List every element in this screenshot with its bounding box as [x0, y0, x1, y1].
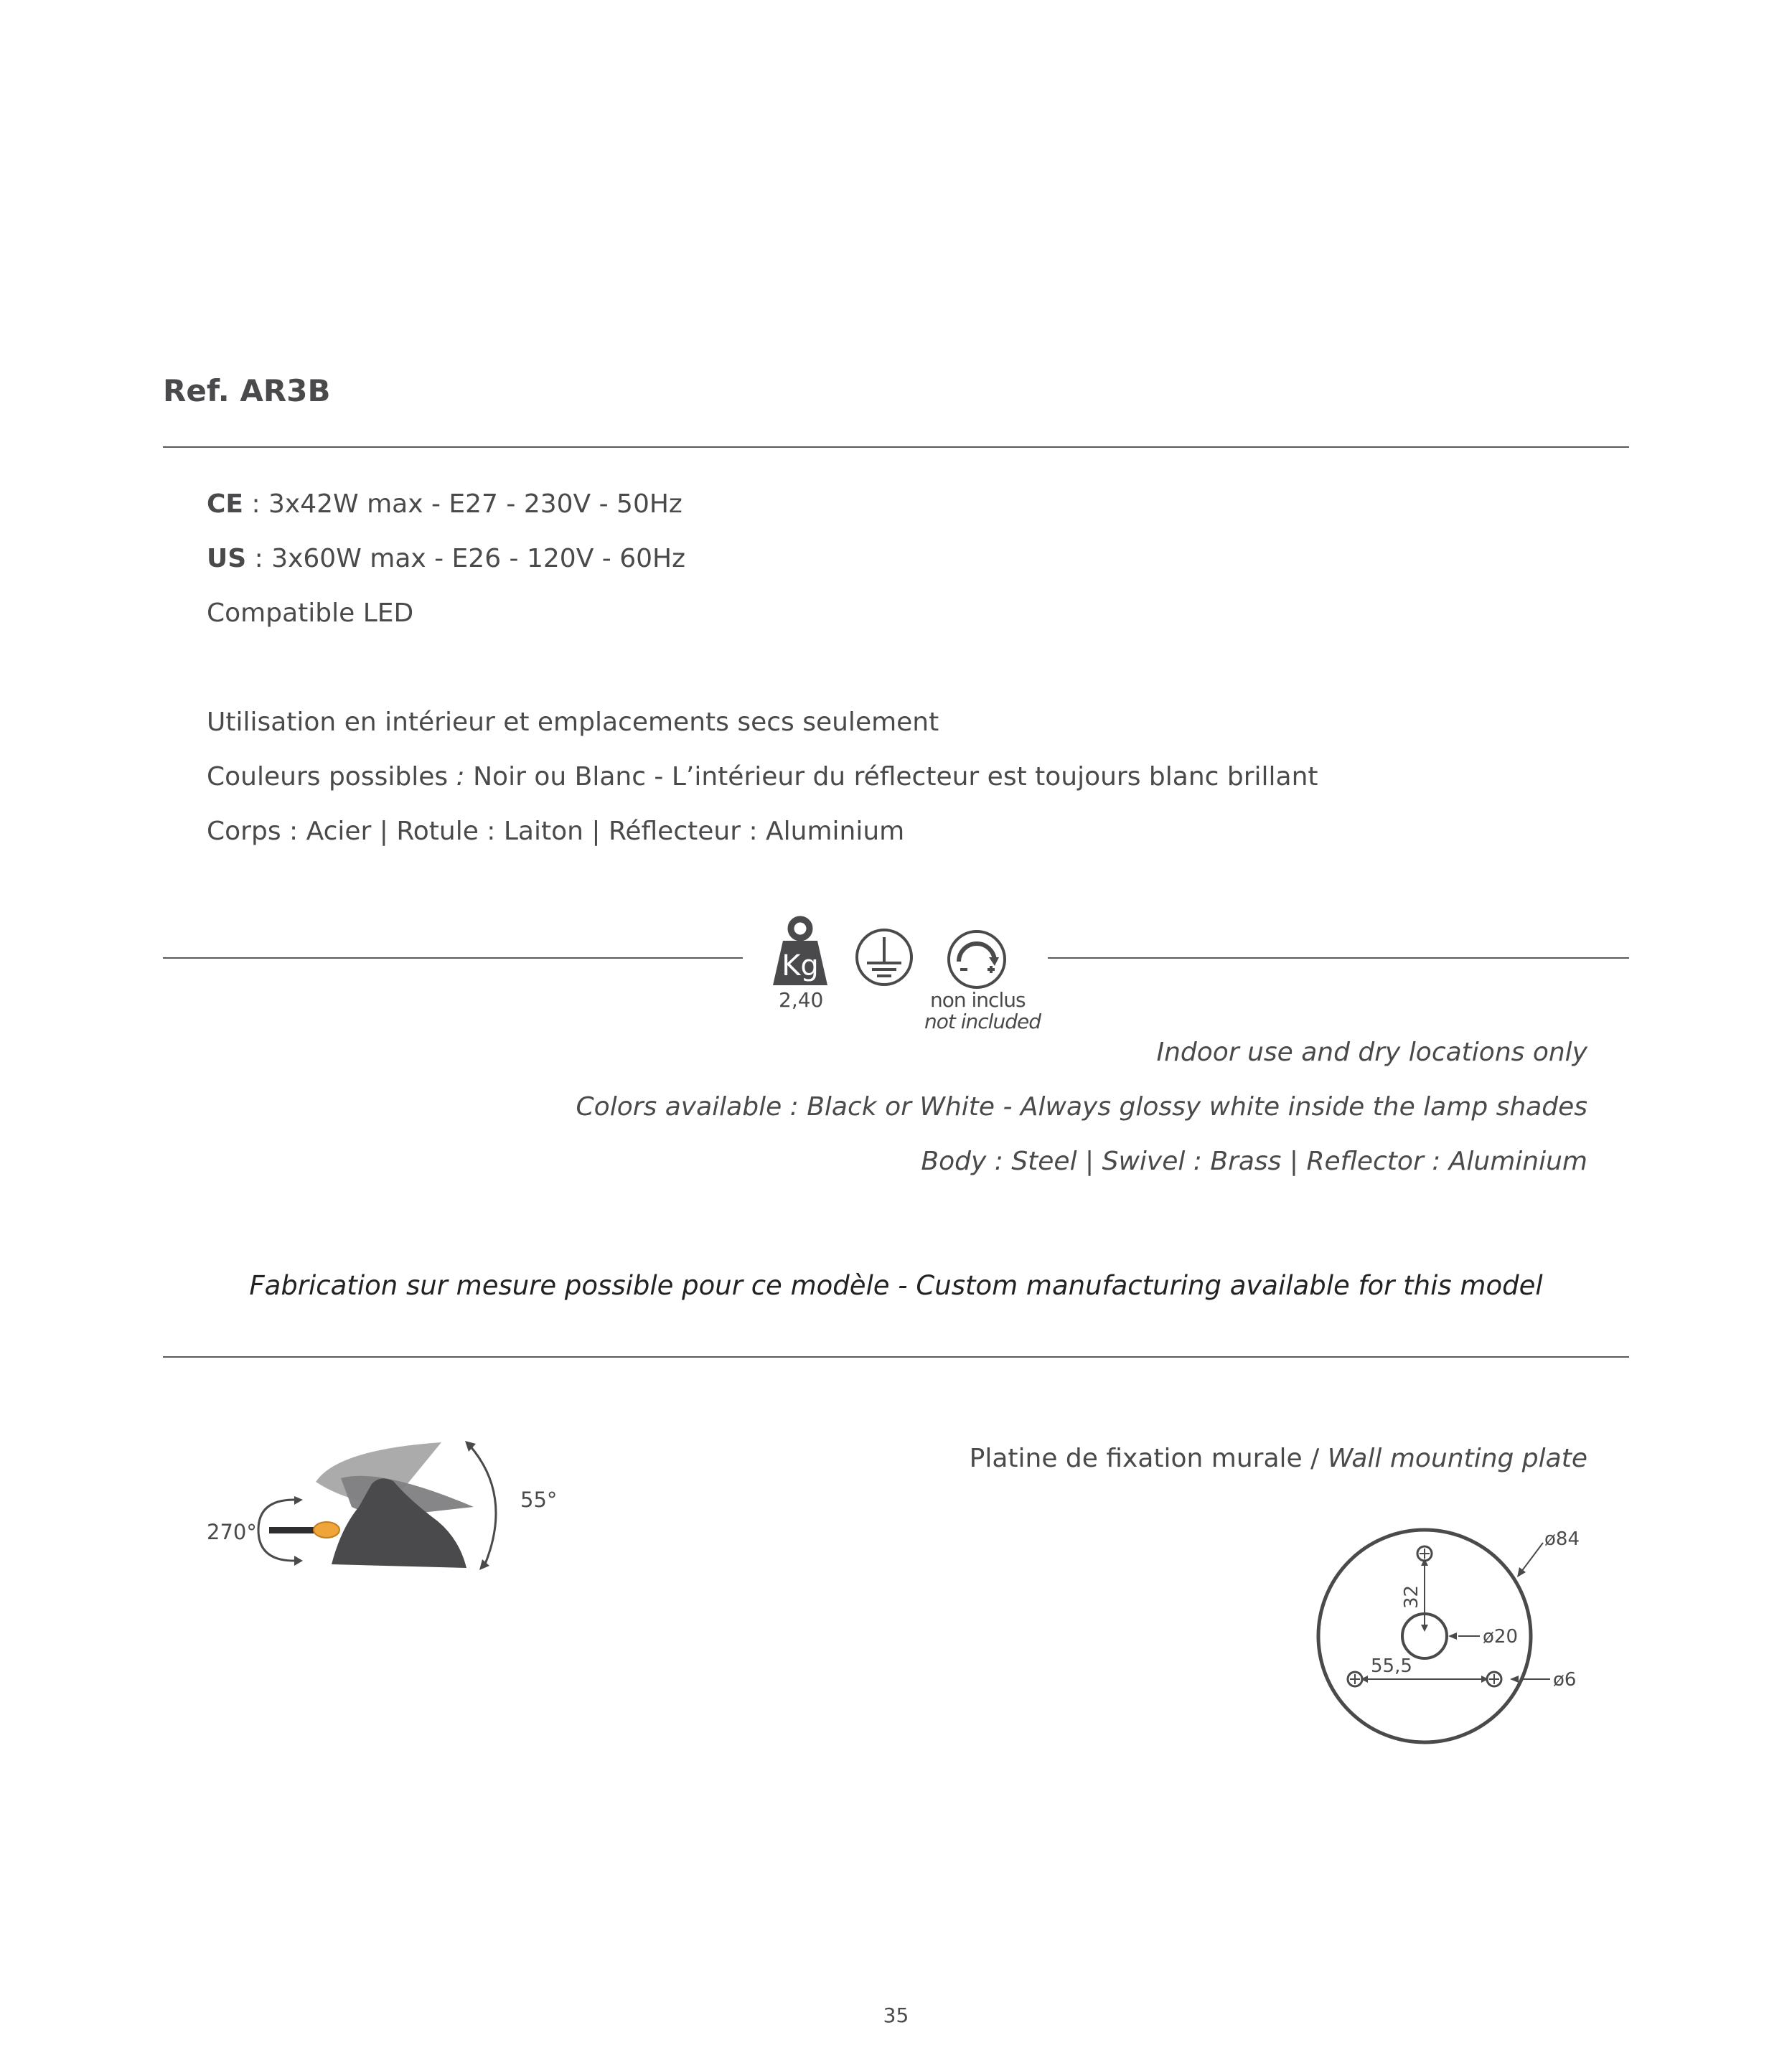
spec-colors-fr-b: :: [456, 762, 465, 791]
divider-icons-left: [163, 957, 743, 959]
spec-led: Compatible LED: [207, 598, 414, 628]
lamp-rotation-diagram: [194, 1428, 567, 1593]
spec-us-value: : 3x60W max - E26 - 120V - 60Hz: [246, 544, 685, 573]
rotation-vertical-label: 55°: [520, 1488, 558, 1512]
divider-bottom: [163, 1356, 1629, 1358]
spec-usage-en: Indoor use and dry locations only: [1156, 1038, 1587, 1067]
mounting-plate-diagram: [1306, 1507, 1622, 1765]
product-ref-title: Ref. AR3B: [163, 373, 331, 408]
custom-manufacturing-note: Fabrication sur mesure possible pour ce modèle - Custom manufacturing available for this model: [249, 1270, 1543, 1301]
spec-colors-fr-c: Noir ou Blanc - L’intérieur du réflecteur est toujours blanc brillant: [464, 762, 1318, 791]
dim-horizontal-label: 55,5: [1371, 1655, 1412, 1677]
weight-unit: Kg: [782, 949, 819, 982]
spec-colors-fr: [207, 762, 1318, 791]
dim-outer-label: ø84: [1544, 1528, 1580, 1550]
plate-title: [970, 1444, 1587, 1473]
spec-ce-label: CE: [207, 489, 244, 519]
earth-ground-icon: [854, 927, 914, 987]
plate-title-fr: Platine de fixation murale /: [969, 1444, 1328, 1473]
spec-colors-en: Colors available : Black or White - Always glossy white inside the lamp shades: [576, 1092, 1587, 1122]
spec-ce: [207, 489, 682, 519]
dim-holes-label: ø6: [1553, 1669, 1577, 1691]
spec-us-label: US: [207, 544, 247, 573]
spec-materials-en: Body : Steel | Swivel : Brass | Reflector : Aluminium: [921, 1147, 1587, 1176]
spec-ce-value: : 3x42W max - E27 - 230V - 50Hz: [243, 489, 682, 519]
brass-swivel: [314, 1522, 339, 1538]
dimmer-note-en: not included: [924, 1010, 1041, 1033]
divider-icons-right: [1048, 957, 1629, 959]
dimmer-icon: [946, 929, 1008, 990]
dim-vertical-label: 32: [1401, 1584, 1422, 1609]
spec-materials-fr: Corps : Acier | Rotule : Laiton | Réflecteur : Aluminium: [207, 817, 905, 846]
spec-us: [207, 544, 685, 573]
dim-center-label: ø20: [1483, 1626, 1518, 1648]
spec-usage-fr: Utilisation en intérieur et emplacements secs seulement: [207, 708, 939, 737]
plate-title-en: Wall mounting plate: [1327, 1444, 1587, 1473]
page-number: 35: [883, 2003, 909, 2027]
spec-colors-fr-a: Couleurs possibles: [207, 762, 456, 791]
weight-value: 2,40: [779, 988, 824, 1012]
dimmer-note-fr: non inclus: [930, 988, 1026, 1012]
divider-top: [163, 446, 1629, 448]
rotation-horizontal-label: 270°: [207, 1520, 257, 1544]
weight-icon: [771, 915, 829, 987]
